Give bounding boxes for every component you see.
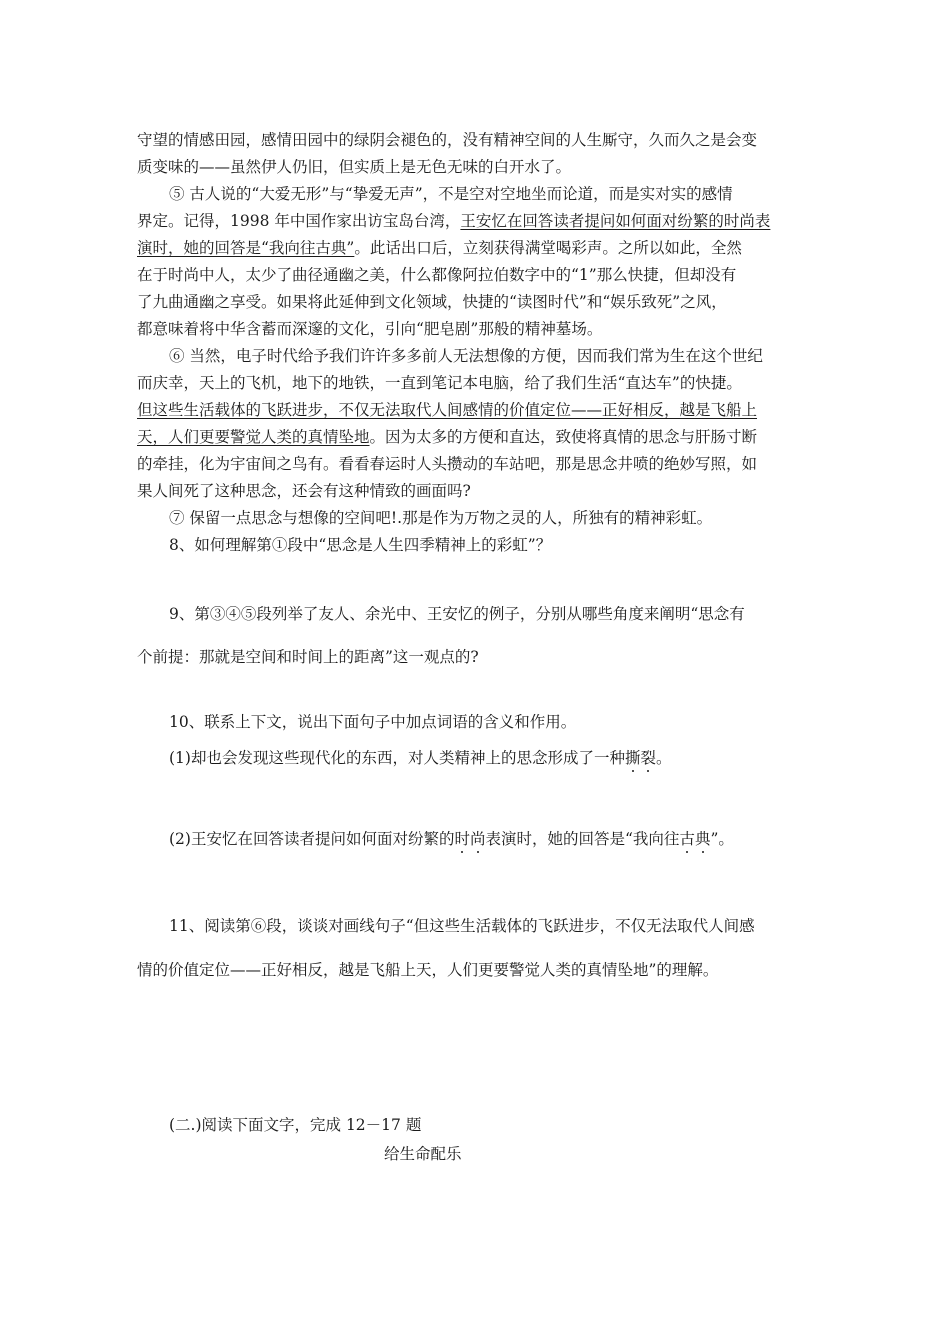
- paragraph-4-line-2: 质变味的——虽然伊人仍旧，但实质上是无色无味的白开水了。: [137, 158, 572, 176]
- article-title: 给生命配乐: [384, 1145, 462, 1163]
- item-text: 表演时，她的回答是“我向往: [485, 830, 680, 848]
- paragraph-5-line-2: [137, 211, 770, 231]
- question-8: 8、如何理解第①段中“思念是人生四季精神上的彩虹”？: [169, 536, 552, 554]
- dotted-word-char: 尚: [469, 830, 486, 848]
- paragraph-7: ⑦ 保留一点思念与想像的空间吧!.那是作为万物之灵的人，所独有的精神彩虹。: [169, 509, 713, 527]
- paragraph-6-line-2: 而庆幸，天上的飞机，地下的地铁，一直到笔记本电脑，给了我们生活“直达车”的快捷。: [137, 374, 742, 392]
- item-text: (2)王安忆在回答读者提问如何面对纷繁的: [169, 830, 455, 848]
- paragraph-6-line-1: ⑥ 当然，电子时代给予我们许许多多前人无法想像的方便，因而我们常为生在这个世纪: [169, 347, 763, 365]
- paragraph-6-line-6: 果人间死了这种思念，还会有这种情致的画面吗?: [137, 482, 471, 500]
- question-10-item-2: [169, 829, 734, 849]
- item-text: (1)却也会发现这些现代化的东西，对人类精神上的思念形成了一种: [169, 749, 625, 767]
- paragraph-4-line-1: 守望的情感田园，感情田园中的绿阴会褪色的，没有精神空间的人生厮守，久而久之是会变: [137, 131, 758, 149]
- underlined-sentence: 王安忆在回答读者提问如何面对纷繁的时尚表: [460, 212, 771, 230]
- paragraph-5-text: 。此话出口后，立刻获得满堂喝彩声。之所以如此，全然: [354, 239, 742, 257]
- paragraph-5-line-4: 在于时尚中人，太少了曲径通幽之美，什么都像阿拉伯数字中的“1”那么快捷，但却没有: [137, 266, 737, 284]
- dotted-word-char: 时: [454, 830, 470, 848]
- dotted-word-char: 古: [679, 830, 695, 848]
- item-text: ”。: [710, 830, 734, 848]
- paragraph-6-line-4: [137, 427, 757, 447]
- question-11-line-2: 情的价值定位——正好相反，越是飞船上天，人们更要警觉人类的真情坠地”的理解。: [137, 961, 719, 979]
- paragraph-5-line-3: [137, 238, 742, 258]
- dotted-word-char: 撕: [624, 749, 641, 767]
- section-2-heading: (二.)阅读下面文字，完成 12－17 题: [169, 1116, 422, 1134]
- question-11-line-1: 11、阅读第⑥段，谈谈对画线句子“但这些生活载体的飞跃进步，不仅无法取代人间感: [169, 917, 755, 935]
- underlined-sentence: 演时，她的回答是“我向往古典”: [137, 239, 355, 257]
- paragraph-6-line-5: 的牵挂，化为宇宙间之鸟有。看看春运时人头攒动的车站吧，那是思念井喷的绝妙写照，如: [137, 455, 758, 473]
- paragraph-5-line-5: 了九曲通幽之享受。如果将此延伸到文化领域，快捷的“读图时代”和“娱乐致死”之风，: [137, 293, 727, 311]
- paragraph-5-text: 界定。记得，1998 年中国作家出访宝岛台湾，: [137, 212, 461, 230]
- dotted-word-char: 典: [694, 830, 711, 848]
- question-10-prompt: 10、联系上下文，说出下面句子中加点词语的含义和作用。: [169, 713, 577, 731]
- item-text: 。: [656, 749, 672, 767]
- question-9-line-1: 9、第③④⑤段列举了友人、余光中、王安忆的例子，分别从哪些角度来阐明“思念有: [169, 605, 745, 623]
- dotted-word-char: 裂: [640, 749, 656, 767]
- question-9-line-2: 个前提：那就是空间和时间上的距离”这一观点的?: [137, 648, 479, 666]
- question-10-item-1: [169, 748, 672, 768]
- underlined-sentence: 天，人们更要警觉人类的真情坠地: [137, 428, 370, 446]
- paragraph-5-line-6: 都意味着将中华含蓄而深邃的文化，引向“肥皂剧”那般的精神墓场。: [137, 320, 603, 338]
- paragraph-6-line-3: 但这些生活载体的飞跃进步，不仅无法取代人间感情的价值定位——正好相反，越是飞船上: [137, 401, 758, 419]
- paragraph-6-text: 。因为太多的方便和直达，致使将真情的思念与肝肠寸断: [369, 428, 758, 446]
- paragraph-5-line-1: ⑤ 古人说的“大爱无形”与“挚爱无声”，不是空对空地坐而论道，而是实对实的感情: [169, 185, 733, 203]
